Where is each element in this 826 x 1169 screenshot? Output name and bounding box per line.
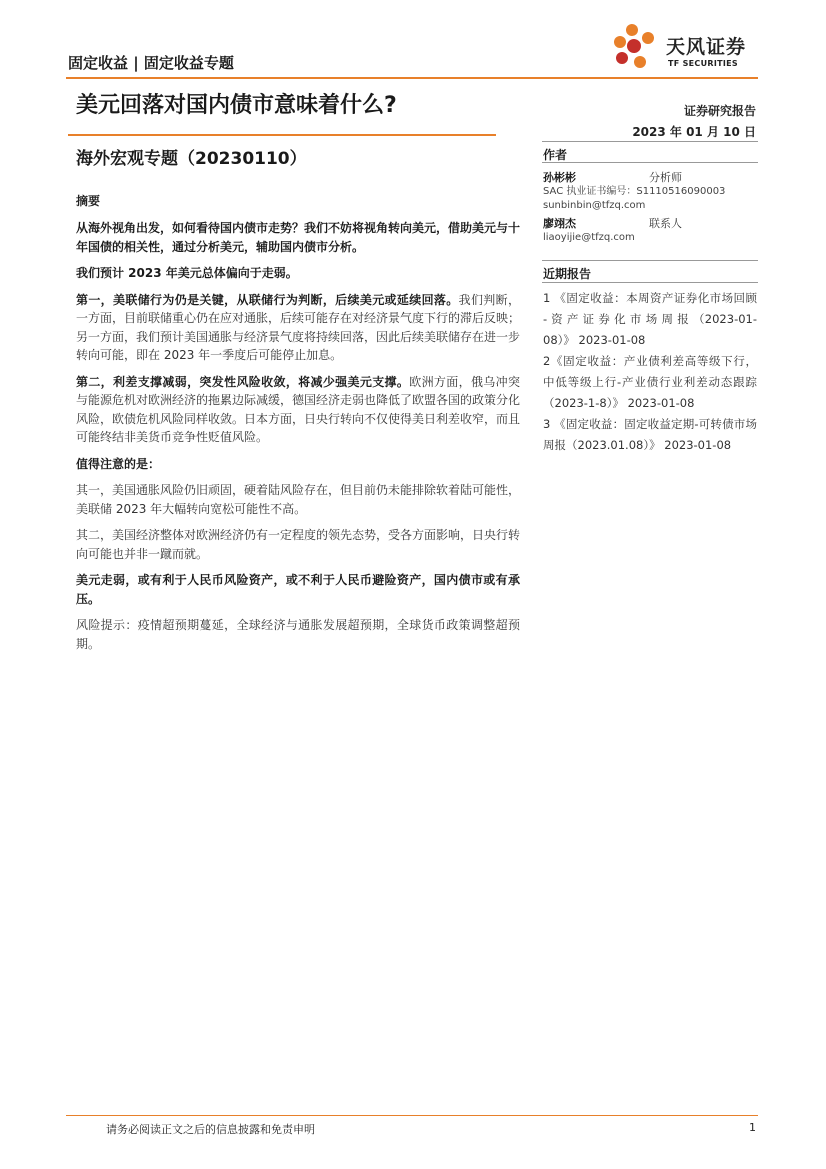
report-title: 美元回落对国内债市意味着什么? <box>76 93 397 118</box>
summary-paragraph: 从海外视角出发，如何看待国内债市走势？我们不妨将视角转向美元，借助美元与十年国债的相关性，通过分析美元，辅助国内债市分析。 <box>76 221 521 254</box>
risk-warning: 风险提示：疫情超预期蔓延，全球经济与通胀发展超预期，全球货币政策调整超预期。 <box>76 618 520 651</box>
summary-lead: 第一，美联储行为仍是关键，从联储行为判断，后续美元或延续回落。 <box>76 292 459 307</box>
sidebar-divider <box>542 282 758 283</box>
author-entry <box>543 169 758 213</box>
author-entry <box>543 215 758 245</box>
report-category: 固定收益 | 固定收益专题 <box>68 54 234 72</box>
author-name: 孙彬彬 <box>543 171 576 184</box>
summary-paragraph: 美元走弱，或有利于人民币风险资产，或不利于人民币避险资产，国内债市或有承压。 <box>76 573 520 606</box>
logo-chinese-text: 天风证券 <box>666 36 747 58</box>
recent-report-item[interactable]: 2《固定收益：产业债利差高等级下行，中低等级上行-产业债行业利差动态跟踪（2023-1-8）》 2023-01-08 <box>543 354 757 410</box>
summary-heading: 摘要 <box>76 194 101 208</box>
author-role: 联系人 <box>649 217 682 230</box>
company-logo <box>610 22 760 72</box>
page-number: 1 <box>749 1121 756 1134</box>
recent-reports-heading: 近期报告 <box>543 267 592 281</box>
author-name: 廖翊杰 <box>543 217 576 230</box>
logo-english-text: TF SECURITIES <box>668 59 738 68</box>
sidebar-divider <box>542 260 758 261</box>
header-divider <box>66 77 758 79</box>
summary-body: 我们判断，一方面，目前联储重心仍在应对通胀，后续可能存在对经济景气度下行的滞后反映；另一方面，我们预计美国通胀与经济景气度将持续回落，因此后续美联储存在进一步转向可能，即在 2023 年一季度后可能停止加息。 <box>76 292 521 362</box>
recent-report-item[interactable]: 3 《固定收益：固定收益定期-可转债市场周报（2023.01.08）》 2023-01-08 <box>543 417 757 452</box>
summary-lead: 第二，利差支撑减弱，突发性风险收敛，将减少强美元支撑。 <box>76 374 410 389</box>
recent-reports-list <box>543 288 757 456</box>
author-email[interactable]: liaoyijie@tfzq.com <box>543 232 635 243</box>
footer-disclaimer: 请务必阅读正文之后的信息披露和免责申明 <box>106 1123 315 1136</box>
authors-heading: 作者 <box>543 148 568 162</box>
logo-petals-icon <box>610 22 662 72</box>
summary-body: 欧洲方面，俄乌冲突与能源危机对欧洲经济的拖累边际减缓，德国经济走弱也降低了欧盟各国的政策分化风险，欧债危机风险同样收敛。日本方面，日央行转向不仅使得美日利差收窄，而且可能终结非美货币竞争性贬值风险。 <box>76 374 521 444</box>
summary-paragraph: 其一，美国通胀风险仍旧顽固，硬着陆风险存在，但目前仍未能排除软着陆可能性，美联储 2023 年大幅转向宽松可能性不高。 <box>76 483 521 516</box>
summary-paragraph: 其二，美国经济整体对欧洲经济仍有一定程度的领先态势，受各方面影响，日央行转向可能也并非一蹴而就。 <box>76 528 521 561</box>
sidebar-divider <box>542 141 758 142</box>
sidebar-divider <box>542 162 758 163</box>
recent-report-item[interactable]: 1 《固定收益：本周资产证券化市场回顾 - 资 产 证 券 化 市 场 周 报 （2023-01-08）》 2023-01-08 <box>543 291 757 347</box>
summary-paragraph: 值得注意的是： <box>76 456 161 471</box>
author-role: 分析师 <box>649 171 682 184</box>
author-email[interactable]: sunbinbin@tfzq.com <box>543 200 646 211</box>
title-divider <box>68 134 496 136</box>
author-sac: SAC 执业证书编号：S1110516090003 <box>543 186 726 197</box>
report-date: 2023 年 01 月 10 日 <box>632 125 756 139</box>
footer-divider <box>66 1115 758 1116</box>
summary-paragraph <box>76 291 520 365</box>
report-subtitle: 海外宏观专题（20230110） <box>76 149 307 169</box>
report-type: 证券研究报告 <box>683 104 756 118</box>
summary-section <box>76 192 520 661</box>
summary-paragraph: 我们预计 2023 年美元总体偏向于走弱。 <box>76 266 298 280</box>
summary-paragraph <box>76 373 520 447</box>
